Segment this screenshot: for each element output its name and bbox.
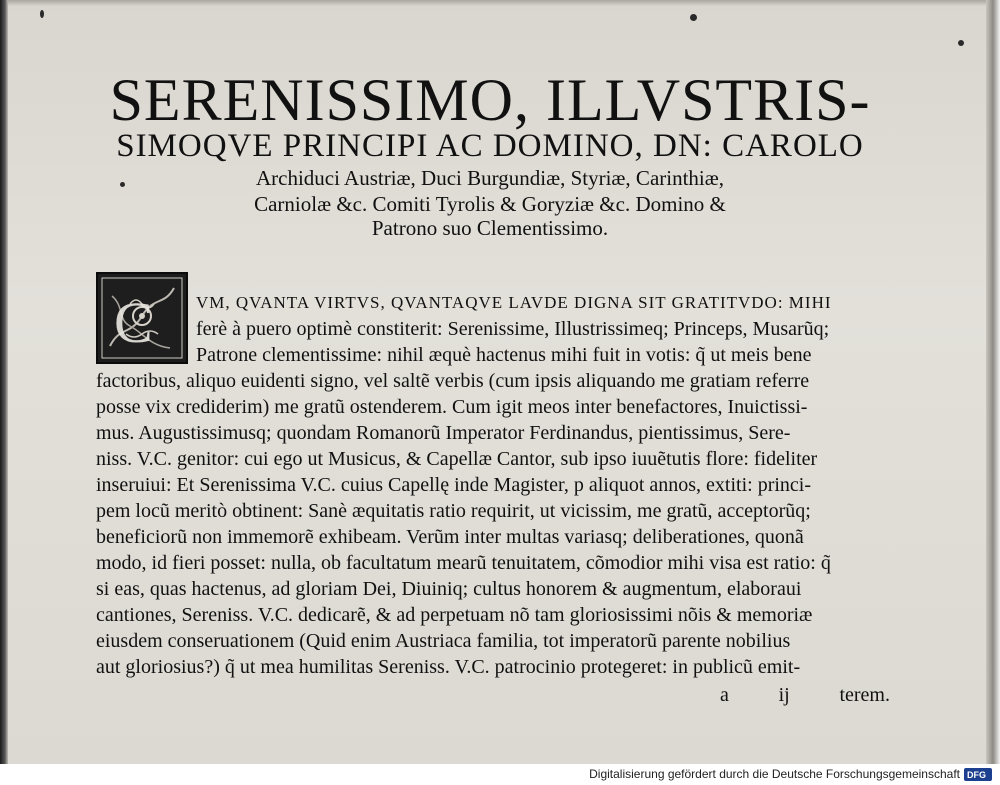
dedication-title-line-4: Carniolæ &c. Comiti Tyrolis & Goryziæ &c. Domino & (254, 192, 726, 216)
dedication-title-line-2: SIMOQVE PRINCIPI AC DOMINO, DN: CAROLO (116, 128, 864, 164)
funding-credit: Digitalisierung gefördert durch die Deutsche Forschungsgemeinschaft (589, 767, 960, 781)
text-line: VM, QVANTA VIRTVS, QVANTAQVE LAVDE DIGNA SIT GRATITVDO: MIHI (196, 293, 832, 312)
dedication-title-line-5: Patrono suo Clementissimo. (371, 216, 609, 240)
page-left-edge (0, 0, 8, 764)
dfg-logo-icon (964, 768, 992, 781)
text-line: aut gloriosius?) q̃ ut mea humilitas Sereniss. V.C. patrocinio protegeret: in publicũ emit- (96, 656, 801, 678)
text-line: si eas, quas hactenus, ad gloriam Dei, Diuiniq; cultus honorem & augmentum, elaboraui (96, 578, 802, 600)
dedication-title-line-3: Archiduci Austriæ, Duci Burgundiæ, Styriæ, Carinthiæ, (255, 166, 725, 190)
text-line: inseruiui: Et Serenissima V.C. cuius Capellę inde Magister, p aliquot annos, extiti: princi- (96, 474, 812, 496)
catchword: terem. (839, 684, 890, 706)
catchword-line (720, 684, 890, 707)
text-line: modo, id fieri posset: nulla, ob facultatum mearũ tenuitatem, cõmodior mihi visa est ratio: q̃ (96, 552, 831, 574)
dfg-logo-graphic (964, 768, 992, 781)
dfg-logo-text: DFG (967, 770, 986, 780)
footer-bar (0, 764, 1000, 785)
text-line: niss. V.C. genitor: cui ego ut Musicus, & Capellæ Cantor, sub ipso iuuẽtutis flore: fideliter (96, 448, 818, 470)
text-line: cantiones, Sereniss. V.C. dedicarẽ, & ad perpetuam nõ tam gloriosissimi nõis & memoriæ (96, 604, 813, 626)
page-right-edge (986, 0, 1000, 764)
signature-mark: a (720, 684, 729, 706)
text-line: beneficiorũ non immemorẽ exhibeam. Verũm inter multas variasq; deliberationes, quonã (96, 526, 804, 548)
text-line: posse vix crediderim) me gratũ ostenderem. Cum igit meos inter benefactores, Inuictissi- (96, 396, 808, 418)
text-line: mus. Augustissimusq; quondam Romanorũ Imperator Ferdinandus, pientissimus, Sere- (96, 422, 791, 444)
ink-speck (40, 10, 44, 18)
page-top-edge (0, 0, 1000, 6)
text-line: Patrone clementissime: nihil æquè hactenus mihi fuit in votis: q̃ ut meis bene (196, 344, 812, 366)
dedication-title-line-1: SERENISSIMO, ILLVSTRIS- (109, 67, 871, 133)
decorated-initial (96, 272, 188, 364)
signature-mark-sub: ij (778, 684, 790, 706)
text-line: ferè à puero optimè constiterit: Serenissime, Illustrissimeq; Princeps, Musarũq; (196, 318, 830, 340)
text-line: factoribus, aliquo euidenti signo, vel saltẽ verbis (cum ipsis aliquando me gratiam referre (96, 370, 810, 392)
floral-ornament-icon (100, 276, 184, 360)
text-line: eiusdem conseruationem (Quid enim Austriaca familia, tot imperatorũ parente nobilius (96, 630, 791, 652)
text-line: pem locũ meritò obtinent: Sanè æquitatis ratio requirit, ut vicissim, me gratũ, acceptorũq; (96, 500, 811, 522)
ink-speck (690, 14, 697, 21)
ink-speck (958, 40, 964, 46)
drop-cap-letter: C (114, 290, 153, 355)
